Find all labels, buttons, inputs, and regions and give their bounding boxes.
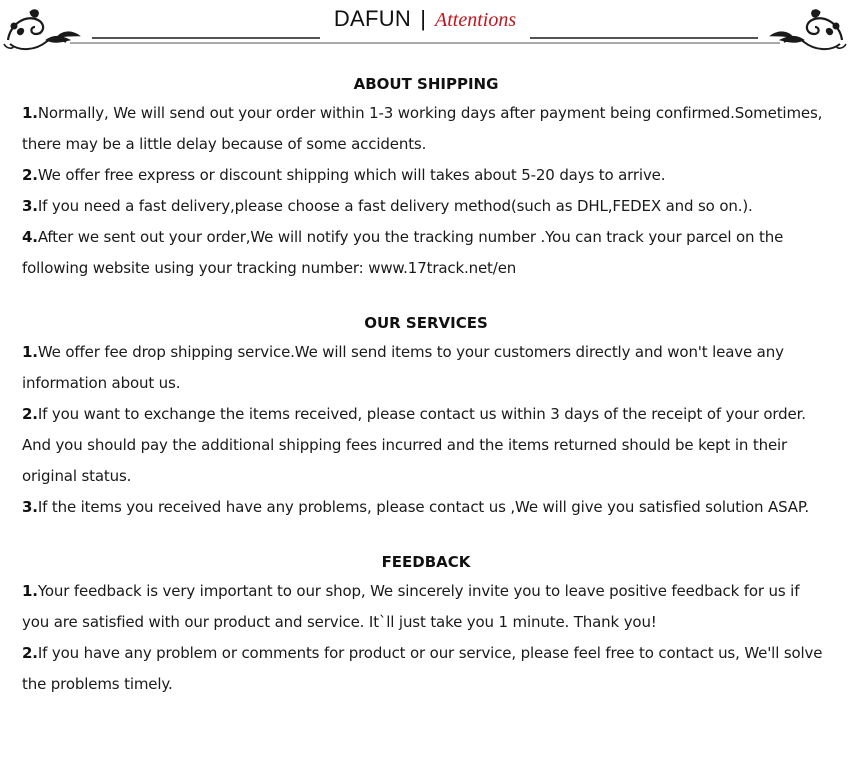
section-heading: OUR SERVICES: [364, 314, 488, 332]
list-item: [22, 191, 830, 222]
section-about-shipping: [22, 70, 830, 284]
section-our-services: [22, 309, 830, 523]
item-number: 4.: [22, 228, 38, 246]
list-item: [22, 222, 830, 284]
list-item: [22, 492, 830, 523]
item-number: 1.: [22, 582, 38, 600]
list-item: [22, 576, 830, 638]
item-number: 1.: [22, 343, 38, 361]
item-number: 3.: [22, 498, 38, 516]
page-title: [0, 6, 850, 32]
item-text: If you want to exchange the items received, please contact us within 3 days of the receipt of your order. And you should pay the additional shipping fees incurred and the items returned should be kept in their original status.: [22, 405, 806, 485]
brand-name: DAFUN: [333, 6, 412, 31]
section-heading: ABOUT SHIPPING: [353, 75, 499, 93]
item-text: We offer free express or discount shipping which will takes about 5-20 days to arrive.: [37, 166, 666, 184]
title-subtitle: Attentions: [435, 9, 517, 31]
list-item: [22, 638, 830, 700]
list-item: [22, 160, 830, 191]
item-text: If you need a fast delivery,please choose a fast delivery method(such as DHL,FEDEX and so on.).: [37, 197, 753, 215]
item-text: If you have any problem or comments for product or our service, please feel free to contact us, We'll solve the problems timely.: [22, 644, 823, 693]
header-banner: [0, 0, 850, 64]
item-text: Your feedback is very important to our shop, We sincerely invite you to leave positive feedback for us if you are satisfied with our product and service. It`ll just take you 1 minute. Thank you!: [22, 582, 800, 631]
item-text: Normally, We will send out your order within 1-3 working days after payment being confirmed.Sometimes, there may be a little delay because of some accidents.: [22, 104, 823, 153]
list-item: [22, 98, 830, 160]
item-number: 2.: [22, 166, 38, 184]
title-separator: |: [420, 6, 426, 31]
list-item: [22, 337, 830, 399]
item-number: 1.: [22, 104, 38, 122]
item-number: 2.: [22, 644, 38, 662]
item-text: If the items you received have any problems, please contact us ,We will give you satisfied solution ASAP.: [37, 498, 810, 516]
item-text: After we sent out your order,We will notify you the tracking number .You can track your parcel on the following website using your tracking number: www.17track.net/en: [22, 228, 784, 277]
item-number: 3.: [22, 197, 38, 215]
section-feedback: [22, 548, 830, 700]
section-heading: FEEDBACK: [381, 553, 471, 571]
item-number: 2.: [22, 405, 38, 423]
item-text: We offer fee drop shipping service.We will send items to your customers directly and won't leave any information about us.: [22, 343, 784, 392]
list-item: [22, 399, 830, 492]
policy-content: [22, 70, 830, 700]
